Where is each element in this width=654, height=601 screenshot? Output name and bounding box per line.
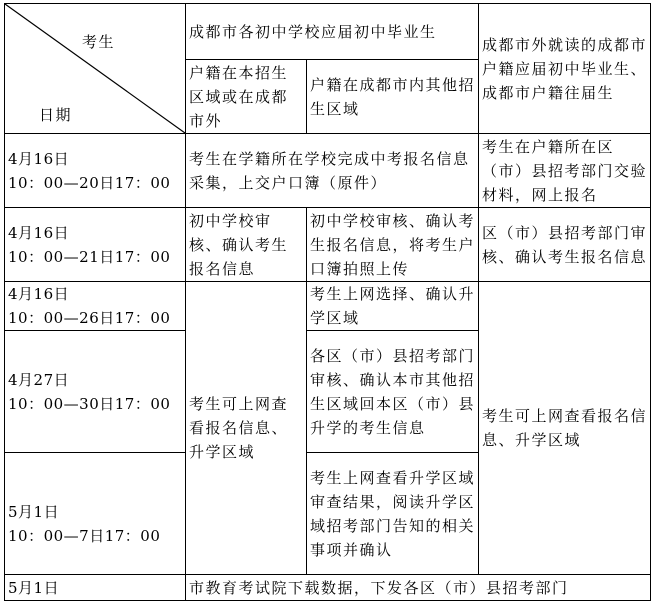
date-line: 10：00—26日17：00	[8, 309, 171, 327]
date-line: 10：00—7日17：00	[8, 526, 161, 545]
other-cell: 考生上网选择、确认升学区域	[307, 282, 479, 331]
corner-label-date: 日期	[39, 106, 73, 124]
diagonal-divider	[5, 4, 185, 133]
table-row	[5, 208, 651, 282]
merged-cell: 市教育考试院下载数据，下发各区（市）县招考部门	[186, 575, 651, 601]
merged-cell: 考生在学籍所在学校完成中考报名信息采集，上交户口簿（原件）	[186, 134, 479, 208]
date-cell	[5, 282, 186, 331]
date-cell	[5, 331, 186, 453]
other-cell: 考生上网查看升学区域审查结果，阅读升学区域招考部门告知的相关事项并确认	[307, 453, 479, 575]
date-line: 4月16日	[8, 223, 70, 242]
table-row	[5, 282, 651, 331]
date-line: 5月1日	[8, 578, 60, 597]
corner-label-student: 考生	[81, 33, 115, 51]
header-row-1	[5, 4, 651, 60]
corner-header-cell	[5, 4, 186, 134]
outside-cell: 考生在户籍所在区（市）县招考部门交验材料，网上报名	[479, 134, 651, 208]
date-line: 5月1日	[8, 502, 60, 521]
date-cell	[5, 134, 186, 208]
other-cell: 初中学校审核、确认考生报名信息，将考生户口簿拍照上传	[307, 208, 479, 282]
date-line: 4月16日	[8, 149, 70, 168]
header-outside-students: 成都市外就读的成都市户籍应届初中毕业生、成都市户籍往届生	[479, 4, 651, 134]
date-line: 10：00—21日17：00	[8, 247, 171, 266]
enrollment-schedule-table	[4, 3, 651, 601]
date-line: 4月16日	[8, 285, 70, 303]
table-row	[5, 134, 651, 208]
header-sub-other: 户籍在成都市内其他招生区域	[307, 60, 479, 134]
header-sub-local: 户籍在本招生区域或在成都市外	[186, 60, 307, 134]
merged-outside-cell: 考生可上网查看报名信息、升学区域	[479, 282, 651, 575]
outside-cell: 区（市）县招考部门审核、确认考生报名信息	[479, 208, 651, 282]
date-line: 10：00—20日17：00	[8, 173, 171, 192]
header-chengdu-schools: 成都市各初中学校应届初中毕业生	[186, 4, 479, 60]
date-line: 10：00—30日17：00	[8, 394, 171, 413]
merged-local-cell: 考生可上网查看报名信息、升学区域	[186, 282, 307, 575]
other-cell: 各区（市）县招考部门审核、确认本市其他招生区域回本区（市）县升学的考生信息	[307, 331, 479, 453]
local-cell: 初中学校审核、确认考生报名信息	[186, 208, 307, 282]
date-cell	[5, 453, 186, 575]
date-line: 4月27日	[8, 370, 70, 389]
date-cell	[5, 208, 186, 282]
